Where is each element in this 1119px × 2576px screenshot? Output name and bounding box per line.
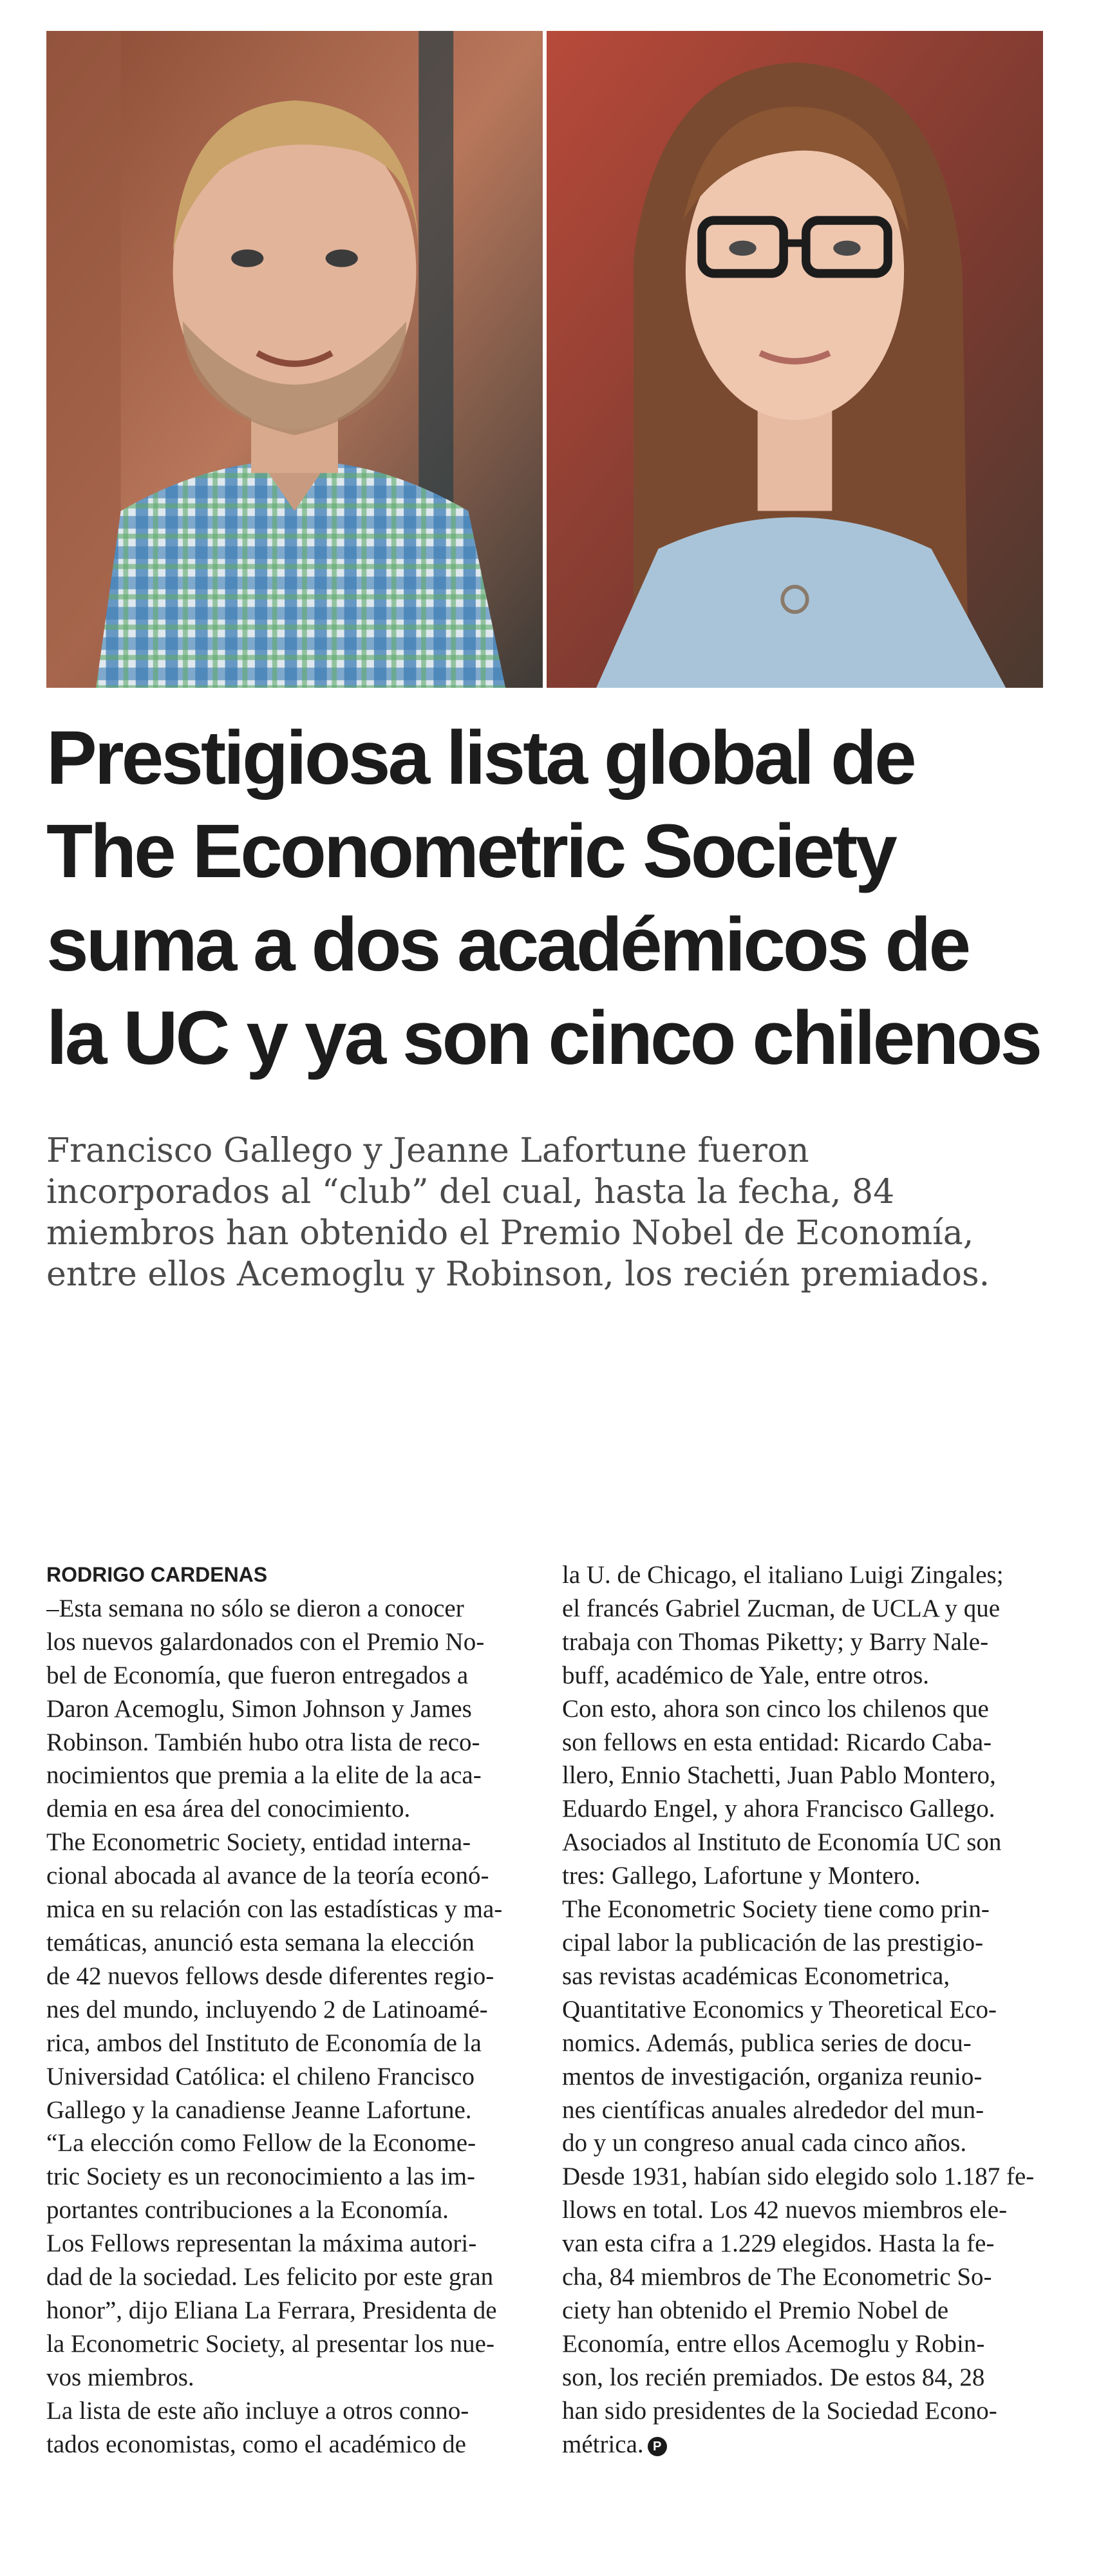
body-line: Robinson. También hubo otra lista de reco- — [46, 1728, 480, 1756]
body-line: nes del mundo, incluyendo 2 de Latinoamé- — [46, 1995, 488, 2023]
body-line: Asociados al Instituto de Economía UC son — [562, 1828, 1002, 1857]
body-line: demia en esa área del conocimiento. — [46, 1795, 411, 1823]
photo-jeanne-lafortune — [547, 31, 1043, 688]
body-line: Quantitative Economics y Theoretical Eco- — [562, 1995, 997, 2023]
body-line: mentos de investigación, organiza reunio- — [562, 2062, 983, 2090]
portrait-man-image — [46, 31, 543, 688]
headline — [46, 712, 1077, 1085]
body-line: mica en su relación con las estadísticas y ma- — [46, 1895, 503, 1924]
body-line: The Econometric Society, entidad interna- — [46, 1828, 471, 1857]
body-line: cha, 84 miembros de The Econometric So- — [562, 2263, 992, 2291]
photo-francisco-gallego — [46, 31, 543, 688]
body-line: vos miembros. — [46, 2363, 194, 2391]
headline-line: suma a dos académicos de — [46, 902, 969, 987]
body-line: nocimientos que premia a la elite de la aca- — [46, 1761, 482, 1790]
body-line: do y un congreso anual cada cinco años. — [562, 2129, 967, 2157]
body-line: llero, Ennio Stachetti, Juan Pablo Montero, — [562, 1761, 996, 1790]
body-line: nes científicas anuales alrededor del mun- — [562, 2096, 984, 2124]
body-line: cipal labor la publicación de las prestigio- — [562, 1928, 984, 1956]
body-line: temáticas, anunció esta semana la elección — [46, 1928, 475, 1956]
body-line: Gallego y la canadiense Jeanne Lafortune. — [46, 2096, 472, 2124]
deck-line: incorporados al “club” del cual, hasta la fecha, 84 — [46, 1173, 895, 1211]
body-line: rica, ambos del Instituto de Economía de la — [46, 2029, 482, 2057]
body-line: son, los recién premiados. De estos 84, 28 — [562, 2363, 985, 2391]
body-line: el francés Gabriel Zucman, de UCLA y que — [562, 1594, 1001, 1622]
body-line: Desde 1931, habían sido elegido solo 1.187 fe- — [562, 2163, 1035, 2191]
body-line: trabaja con Thomas Piketty; y Barry Nale- — [562, 1627, 989, 1656]
deck-line: miembros han obtenido el Premio Nobel de Economía, — [46, 1214, 974, 1253]
body-line: sas revistas académicas Econometrica, — [562, 1962, 950, 1990]
body-line: Universidad Católica: el chileno Francisco — [46, 2062, 475, 2090]
headline-line: la UC y ya son cinco chilenos — [46, 996, 1040, 1081]
body-line: Con esto, ahora son cinco los chilenos que — [562, 1694, 989, 1723]
body-line: los nuevos galardonados con el Premio No- — [46, 1627, 485, 1656]
body-line: Los Fellows representan la máxima autori- — [46, 2230, 477, 2258]
article-column-right — [562, 1558, 1051, 2461]
photo-strip — [46, 31, 1043, 688]
headline-line: The Econometric Society — [46, 809, 895, 894]
body-line: llows en total. Los 42 nuevos miembros ele- — [562, 2196, 1008, 2224]
portrait-woman-image — [547, 31, 1043, 688]
body-line: bel de Economía, que fueron entregados a — [46, 1661, 469, 1689]
body-line: la U. de Chicago, el italiano Luigi Zingales; — [562, 1561, 1004, 1589]
body-line: tric Society es un reconocimiento a las im- — [46, 2163, 476, 2191]
deck-line: Francisco Gallego y Jeanne Lafortune fueron — [46, 1132, 809, 1170]
body-line: tados economistas, como el académico de — [46, 2430, 466, 2458]
deck-subheading — [46, 1130, 1077, 1295]
body-line: métrica. P — [562, 2428, 1051, 2461]
body-line: portantes contribuciones a la Economía. — [46, 2196, 449, 2224]
deck-line: entre ellos Acemoglu y Robinson, los recién premiados. — [46, 1255, 990, 1294]
body-line: La lista de este año incluye a otros conno- — [46, 2396, 469, 2425]
body-line: dad de la sociedad. Les felicito por este gran — [46, 2263, 494, 2291]
headline-line: Prestigiosa lista global de — [46, 715, 914, 800]
body-line: van esta cifra a 1.229 elegidos. Hasta la fe- — [562, 2230, 995, 2258]
body-line: “La elección como Fellow de la Econome- — [46, 2129, 476, 2157]
body-line: –Esta semana no sólo se dieron a conocer — [46, 1594, 464, 1622]
body-line: ciety han obtenido el Premio Nobel de — [562, 2296, 949, 2324]
body-line: Daron Acemoglu, Simon Johnson y James — [46, 1694, 472, 1723]
end-of-article-icon: P — [648, 2437, 667, 2456]
body-line: The Econometric Society tiene como prin- — [562, 1895, 990, 1924]
body-line: nomics. Además, publica series de docu- — [562, 2029, 972, 2057]
body-line: son fellows en esta entidad: Ricardo Caba- — [562, 1728, 992, 1756]
body-line: Economía, entre ellos Acemoglu y Robin- — [562, 2329, 985, 2358]
body-line: la Econometric Society, al presentar los nue- — [46, 2329, 494, 2358]
body-line: Eduardo Engel, y ahora Francisco Gallego. — [562, 1795, 995, 1823]
body-line: han sido presidentes de la Sociedad Econo- — [562, 2396, 997, 2425]
article-column-left — [46, 1558, 536, 2461]
body-line: de 42 nuevos fellows desde diferentes regio- — [46, 1962, 494, 1990]
body-line: buff, académico de Yale, entre otros. — [562, 1661, 930, 1689]
body-line: cional abocada al avance de la teoría econó- — [46, 1862, 489, 1890]
body-line: tres: Gallego, Lafortune y Montero. — [562, 1862, 921, 1890]
body-line: honor”, dijo Eliana La Ferrara, Presidenta de — [46, 2296, 497, 2324]
byline: RODRIGO CARDENAS — [46, 1563, 268, 1586]
